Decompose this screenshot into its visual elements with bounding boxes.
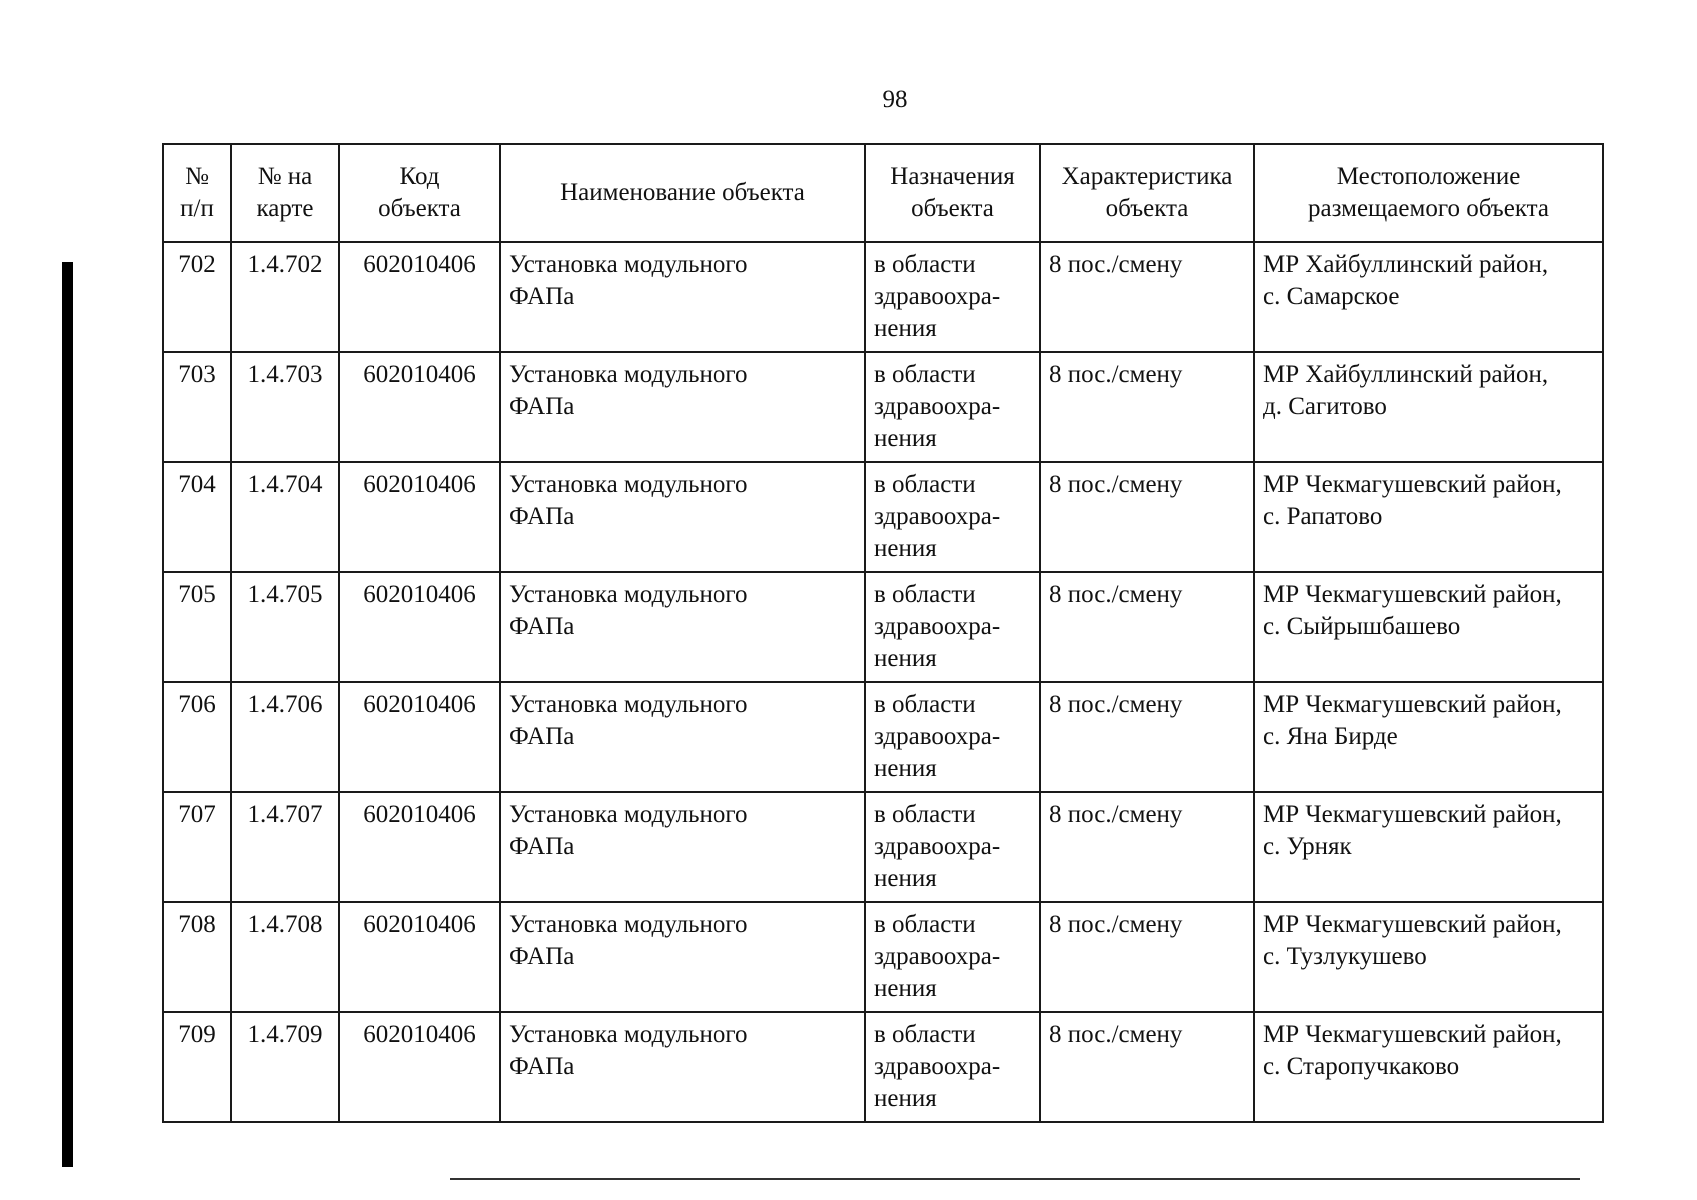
cell-purpose-line: в области	[874, 1021, 976, 1048]
cell-purpose-line: нения	[874, 535, 937, 562]
cell-map-number: 1.4.705	[231, 572, 339, 682]
cell-purpose-line: в области	[874, 801, 976, 828]
cell-characteristic: 8 пос./смену	[1040, 792, 1254, 902]
header-purpose: Назначения объекта	[865, 144, 1040, 242]
cell-map-number: 1.4.703	[231, 352, 339, 462]
header-num: № п/п	[163, 144, 231, 242]
cell-object-name	[500, 682, 865, 792]
cell-location-line: с. Урняк	[1263, 833, 1352, 860]
cell-location-line: с. Яна Бирде	[1263, 723, 1398, 750]
cell-object-name	[500, 462, 865, 572]
cell-object-code: 602010406	[339, 242, 500, 352]
table-row	[163, 682, 1603, 792]
cell-location-line: с. Сыйрышбашево	[1263, 613, 1461, 640]
cell-purpose-line: в области	[874, 251, 976, 278]
cell-purpose-line: в области	[874, 911, 976, 938]
cell-location-line: МР Чекмагушевский район,	[1263, 1021, 1562, 1048]
cell-object-name	[500, 902, 865, 1012]
cell-purpose-line: нения	[874, 315, 937, 342]
cell-purpose-line: здравоохра-	[874, 283, 1001, 310]
cell-map-number: 1.4.708	[231, 902, 339, 1012]
cell-object-name	[500, 242, 865, 352]
cell-location	[1254, 682, 1603, 792]
cell-purpose	[865, 242, 1040, 352]
cell-num: 705	[163, 572, 231, 682]
cell-characteristic: 8 пос./смену	[1040, 242, 1254, 352]
cell-object-name-line: Установка модульного	[509, 801, 748, 828]
cell-object-name-line: Установка модульного	[509, 471, 748, 498]
table-row	[163, 572, 1603, 682]
cell-characteristic: 8 пос./смену	[1040, 352, 1254, 462]
cell-purpose	[865, 462, 1040, 572]
scan-edge-bar	[62, 262, 73, 1167]
cell-object-code: 602010406	[339, 1012, 500, 1122]
cell-object-name-line: Установка модульного	[509, 1021, 748, 1048]
cell-purpose-line: здравоохра-	[874, 833, 1001, 860]
table-row	[163, 792, 1603, 902]
cell-purpose	[865, 902, 1040, 1012]
cell-purpose-line: в области	[874, 471, 976, 498]
cell-num: 703	[163, 352, 231, 462]
cell-num: 704	[163, 462, 231, 572]
cell-object-name-line: ФАПа	[509, 833, 575, 860]
cell-map-number: 1.4.707	[231, 792, 339, 902]
cell-num: 708	[163, 902, 231, 1012]
cell-object-name-line: ФАПа	[509, 723, 575, 750]
cell-location	[1254, 242, 1603, 352]
cell-object-name-line: ФАПа	[509, 393, 575, 420]
cell-purpose-line: нения	[874, 865, 937, 892]
footer-rule	[450, 1178, 1580, 1180]
cell-object-name	[500, 1012, 865, 1122]
cell-location	[1254, 352, 1603, 462]
cell-location-line: МР Чекмагушевский район,	[1263, 801, 1562, 828]
table-row	[163, 902, 1603, 1012]
cell-location-line: МР Хайбуллинский район,	[1263, 361, 1549, 388]
table-row	[163, 462, 1603, 572]
cell-object-name-line: Установка модульного	[509, 581, 748, 608]
cell-location-line: МР Чекмагушевский район,	[1263, 691, 1562, 718]
cell-purpose-line: в области	[874, 691, 976, 718]
cell-object-name	[500, 352, 865, 462]
cell-purpose-line: нения	[874, 975, 937, 1002]
cell-location	[1254, 462, 1603, 572]
cell-location-line: с. Старопучкаково	[1263, 1053, 1460, 1080]
cell-purpose-line: здравоохра-	[874, 393, 1001, 420]
page-number: 98	[882, 86, 908, 113]
header-row	[163, 144, 1603, 242]
cell-characteristic: 8 пос./смену	[1040, 902, 1254, 1012]
cell-object-name-line: Установка модульного	[509, 911, 748, 938]
cell-object-code: 602010406	[339, 462, 500, 572]
cell-purpose	[865, 1012, 1040, 1122]
cell-location	[1254, 572, 1603, 682]
table-header	[163, 144, 1603, 242]
cell-purpose-line: здравоохра-	[874, 613, 1001, 640]
cell-object-name-line: Установка модульного	[509, 251, 748, 278]
cell-purpose-line: здравоохра-	[874, 503, 1001, 530]
cell-purpose-line: нения	[874, 645, 937, 672]
cell-purpose-line: нения	[874, 755, 937, 782]
header-name: Наименование объекта	[500, 144, 865, 242]
cell-purpose-line: в области	[874, 361, 976, 388]
cell-purpose-line: нения	[874, 1085, 937, 1112]
cell-purpose-line: здравоохра-	[874, 1053, 1001, 1080]
header-characteristic: Характеристика объекта	[1040, 144, 1254, 242]
cell-location-line: МР Чекмагушевский район,	[1263, 911, 1562, 938]
cell-object-code: 602010406	[339, 352, 500, 462]
cell-object-code: 602010406	[339, 682, 500, 792]
cell-location-line: с. Тузлукушево	[1263, 943, 1427, 970]
table-row	[163, 242, 1603, 352]
cell-characteristic: 8 пос./смену	[1040, 1012, 1254, 1122]
cell-object-name-line: ФАПа	[509, 283, 575, 310]
cell-object-code: 602010406	[339, 792, 500, 902]
cell-location-line: МР Чекмагушевский район,	[1263, 471, 1562, 498]
cell-location-line: МР Хайбуллинский район,	[1263, 251, 1549, 278]
cell-object-name-line: Установка модульного	[509, 691, 748, 718]
cell-object-name-line: ФАПа	[509, 503, 575, 530]
cell-map-number: 1.4.709	[231, 1012, 339, 1122]
cell-map-number: 1.4.702	[231, 242, 339, 352]
table-row	[163, 352, 1603, 462]
cell-object-name	[500, 792, 865, 902]
cell-location	[1254, 792, 1603, 902]
cell-purpose-line: здравоохра-	[874, 943, 1001, 970]
cell-object-name-line: ФАПа	[509, 943, 575, 970]
cell-location-line: МР Чекмагушевский район,	[1263, 581, 1562, 608]
cell-characteristic: 8 пос./смену	[1040, 682, 1254, 792]
cell-location	[1254, 1012, 1603, 1122]
cell-map-number: 1.4.706	[231, 682, 339, 792]
cell-purpose	[865, 682, 1040, 792]
objects-table	[162, 143, 1604, 1123]
cell-num: 709	[163, 1012, 231, 1122]
cell-object-name-line: ФАПа	[509, 1053, 575, 1080]
cell-purpose	[865, 792, 1040, 902]
cell-object-code: 602010406	[339, 572, 500, 682]
cell-object-name	[500, 572, 865, 682]
cell-location-line: с. Самарское	[1263, 283, 1400, 310]
cell-location-line: с. Рапатово	[1263, 503, 1383, 530]
cell-object-code: 602010406	[339, 902, 500, 1012]
cell-object-name-line: Установка модульного	[509, 361, 748, 388]
header-code: Код объекта	[339, 144, 500, 242]
header-map: № на карте	[231, 144, 339, 242]
cell-purpose	[865, 572, 1040, 682]
cell-num: 706	[163, 682, 231, 792]
cell-location-line: д. Сагитово	[1263, 393, 1387, 420]
cell-purpose-line: нения	[874, 425, 937, 452]
cell-map-number: 1.4.704	[231, 462, 339, 572]
cell-object-name-line: ФАПа	[509, 613, 575, 640]
table-body	[163, 242, 1603, 1122]
cell-purpose	[865, 352, 1040, 462]
cell-characteristic: 8 пос./смену	[1040, 572, 1254, 682]
cell-characteristic: 8 пос./смену	[1040, 462, 1254, 572]
cell-purpose-line: в области	[874, 581, 976, 608]
cell-location	[1254, 902, 1603, 1012]
table-row	[163, 1012, 1603, 1122]
header-location: Местоположение размещаемого объекта	[1254, 144, 1603, 242]
cell-num: 702	[163, 242, 231, 352]
cell-purpose-line: здравоохра-	[874, 723, 1001, 750]
cell-num: 707	[163, 792, 231, 902]
